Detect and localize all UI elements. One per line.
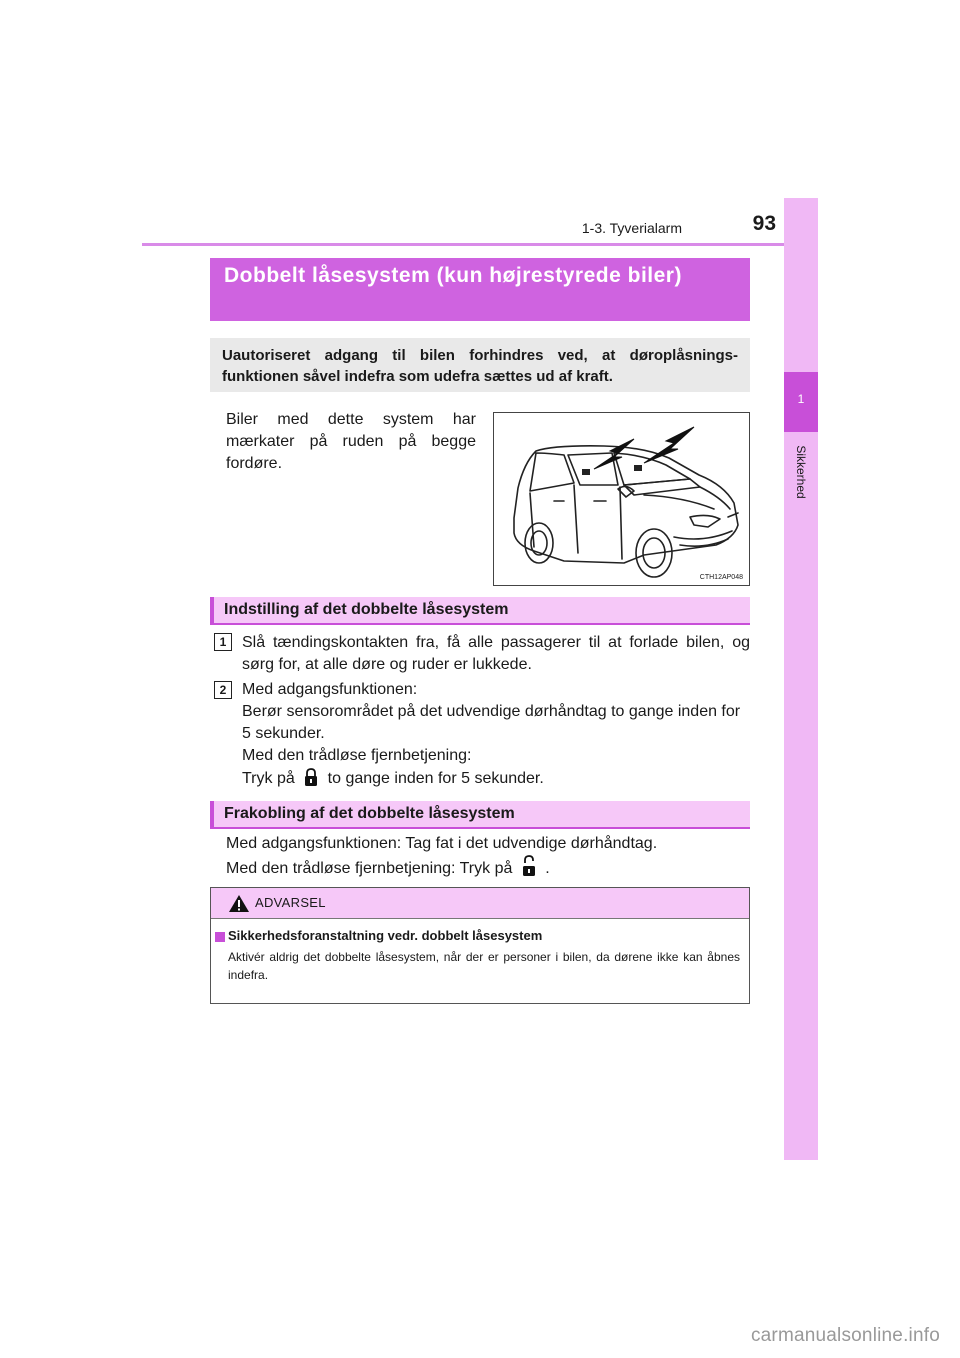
- page-number: 93: [752, 212, 776, 235]
- car-illustration: [493, 412, 750, 586]
- chapter-label: Sikkerhed: [794, 445, 808, 499]
- watermark: carmanualsonline.info: [750, 1325, 940, 1346]
- intro-description: Biler med dette system har mærkater på ruden på begge fordøre.: [226, 411, 476, 472]
- release-line-2-post: .: [545, 860, 550, 877]
- step-2-marker: 2: [214, 681, 232, 699]
- image-code: CTH12AP048: [699, 574, 743, 581]
- release-heading: Frakobling af det dobbelte låsesystem: [210, 801, 750, 829]
- step-2-line-4-post: to gange inden for 5 sekunder.: [327, 770, 544, 787]
- warning-header: [211, 888, 749, 919]
- intro-summary: Uautoriseret adgang til bilen forhindres ved, at døroplåsnings-funktionen såvel indefra som udefra sættes ud af kraft.: [210, 338, 750, 392]
- chapter-number: 1: [797, 392, 805, 406]
- warning-triangle-icon: [228, 894, 250, 918]
- page-title: Dobbelt låsesystem (kun højrestyrede biler): [210, 258, 750, 321]
- lock-icon: [303, 767, 319, 794]
- chapter-side-tab: [784, 198, 818, 1160]
- release-line-2-pre: Med den trådløse fjernbetjening: Tryk på: [226, 860, 513, 877]
- step-2-line-2: Berør sensorområdet på det udvendige dørhåndtag to gange inden for 5 sekunder.: [242, 703, 741, 742]
- release-line-1: Med adgangsfunktionen: Tag fat i det udvendige dørhåndtag.: [226, 835, 658, 852]
- warning-title: ADVARSEL: [255, 895, 326, 910]
- warning-subtitle: Sikkerhedsforanstaltning vedr. dobbelt låsesystem: [228, 928, 543, 943]
- header-divider: [142, 243, 818, 246]
- section-reference: 1-3. Tyverialarm: [581, 220, 682, 236]
- car-drawing: [494, 413, 749, 585]
- step-1-text: Slå tændingskontakten fra, få alle passagerer til at forlade bilen, og sørg for, at alle døre og ruder er lukkede.: [242, 634, 750, 673]
- step-2-line-4-pre: Tryk på: [242, 770, 295, 787]
- warning-bullet-icon: [215, 932, 225, 942]
- release-text: [226, 833, 750, 884]
- setting-heading: Indstilling af det dobbelte låsesystem: [210, 597, 750, 625]
- step-1-marker: 1: [214, 633, 232, 651]
- step-2-line-1: Med adgangsfunktionen:: [242, 681, 418, 698]
- warning-body: Aktivér aldrig det dobbelte låsesystem, når der er personer i bilen, da dørene ikke kan åbnes indefra.: [228, 950, 740, 982]
- release-line-2: [226, 855, 750, 884]
- step-2-text: [242, 679, 750, 794]
- unlock-icon: [521, 855, 537, 884]
- step-2-line-3: Med den trådløse fjernbetjening:: [242, 747, 472, 764]
- warning-box: [210, 887, 750, 1004]
- step-2-line-4: [242, 767, 750, 794]
